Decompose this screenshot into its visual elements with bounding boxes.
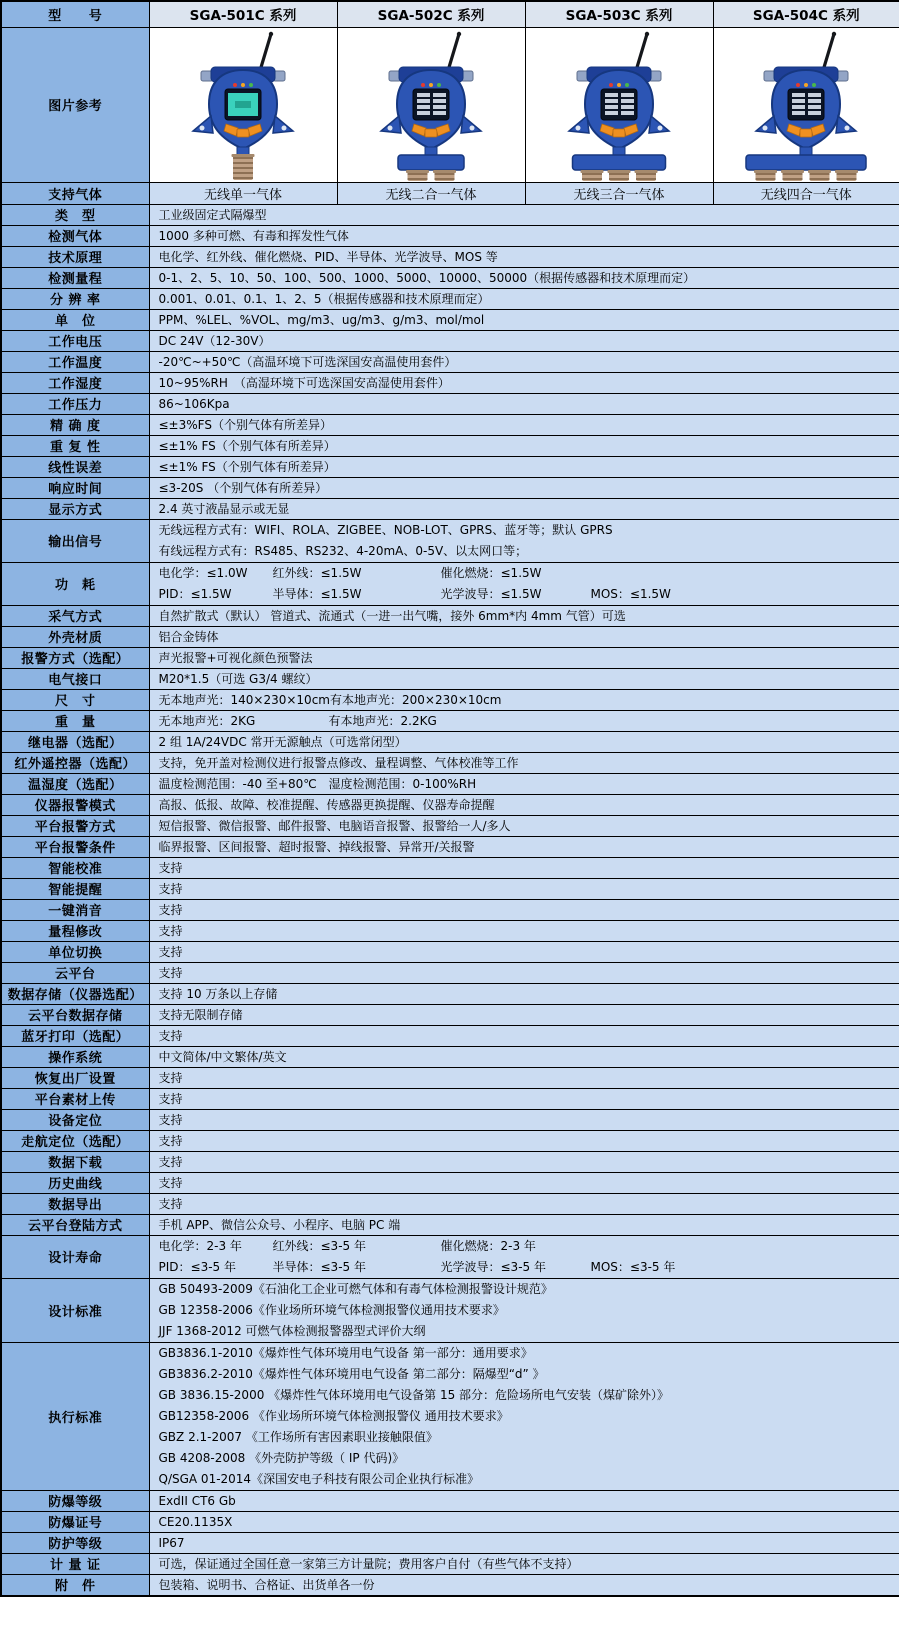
- spec-label: 输出信号: [1, 519, 149, 562]
- spec-row: [1, 1109, 899, 1130]
- spec-label: 平台报警方式: [1, 815, 149, 836]
- spec-label: 仪器报警模式: [1, 794, 149, 815]
- spec-row: [1, 1278, 899, 1342]
- spec-value-line: GB3836.1-2010《爆炸性气体环境用电气设备 第一部分：通用要求》: [158, 1345, 533, 1360]
- spec-row: [1, 1025, 899, 1046]
- spec-value: 包装箱、说明书、合格证、出货单各一份: [149, 1574, 899, 1596]
- spec-value: [149, 689, 899, 710]
- spec-value: DC 24V（12-30V）: [149, 330, 899, 351]
- spec-label: 附 件: [1, 1574, 149, 1596]
- spec-value: 0.001、0.01、0.1、1、2、5（根据传感器和技术原理而定）: [149, 288, 899, 309]
- spec-row: [1, 962, 899, 983]
- spec-row: [1, 878, 899, 899]
- gas-row: [1, 182, 899, 204]
- spec-grid-cell: 半导体：≤1.5W: [272, 586, 362, 601]
- spec-grid-cell: 红外线：≤3-5 年: [272, 1238, 366, 1253]
- spec-row: [1, 836, 899, 857]
- product-image-cell: [525, 27, 713, 182]
- spec-label: 云平台数据存储: [1, 1004, 149, 1025]
- spec-value: ≤±1% FS（个别气体有所差异）: [149, 435, 899, 456]
- spec-row: [1, 309, 899, 330]
- spec-row: [1, 1046, 899, 1067]
- spec-value-line: GBZ 2.1-2007 《工作场所有害因素职业接触限值》: [158, 1429, 438, 1444]
- spec-value: 2 组 1A/24VDC 常开无源触点（可选常闭型）: [149, 731, 899, 752]
- spec-value-grid-line: [159, 563, 891, 584]
- spec-row: [1, 1553, 899, 1574]
- spec-row: [1, 477, 899, 498]
- spec-label: 数据存储（仪器选配）: [1, 983, 149, 1004]
- spec-label: 功 耗: [1, 562, 149, 605]
- spec-label: 工作电压: [1, 330, 149, 351]
- model-name: SGA-503C 系列: [525, 1, 713, 27]
- spec-row: [1, 246, 899, 267]
- spec-label: 设计标准: [1, 1278, 149, 1342]
- spec-row: [1, 1130, 899, 1151]
- spec-row: [1, 710, 899, 731]
- spec-label: 报警方式（选配）: [1, 647, 149, 668]
- spec-row: [1, 498, 899, 519]
- spec-value-line: 无线远程方式有：WIFI、ROLA、ZIGBEE、NOB-LOT、GPRS、蓝牙等；默认 GPRS: [158, 522, 613, 537]
- spec-value-line: GB3836.2-2010《爆炸性气体环境用电气设备 第二部分：隔爆型“d” 》: [158, 1366, 545, 1381]
- spec-value: 支持: [149, 1088, 899, 1109]
- spec-value: M20*1.5（可选 G3/4 螺纹）: [149, 668, 899, 689]
- spec-row: [1, 1067, 899, 1088]
- spec-label: 电气接口: [1, 668, 149, 689]
- spec-value-line: Q/SGA 01-2014《深国安电子科技有限公司企业执行标准》: [158, 1471, 480, 1486]
- spec-row: [1, 689, 899, 710]
- spec-row: [1, 204, 899, 225]
- spec-value-grid-line: [159, 1236, 891, 1257]
- spec-value: 支持: [149, 899, 899, 920]
- spec-row: [1, 794, 899, 815]
- spec-row: [1, 752, 899, 773]
- spec-label: 精 确 度: [1, 414, 149, 435]
- spec-row: [1, 372, 899, 393]
- spec-label: 智能提醒: [1, 878, 149, 899]
- spec-label: 防爆等级: [1, 1490, 149, 1511]
- spec-value-grid-line: [159, 584, 891, 605]
- spec-value: IP67: [149, 1532, 899, 1553]
- spec-row: [1, 351, 899, 372]
- spec-value: 支持: [149, 857, 899, 878]
- spec-row: [1, 435, 899, 456]
- spec-label: 云平台登陆方式: [1, 1214, 149, 1235]
- gas-detector-illustration: [155, 30, 331, 182]
- spec-label: 操作系统: [1, 1046, 149, 1067]
- gas-detector-illustration: [531, 30, 707, 182]
- spec-label: 显示方式: [1, 498, 149, 519]
- spec-value: 2.4 英寸液晶显示或无显: [149, 498, 899, 519]
- spec-label: 历史曲线: [1, 1172, 149, 1193]
- spec-grid-cell: 催化燃烧：2-3 年: [440, 1238, 536, 1253]
- spec-row: [1, 920, 899, 941]
- spec-row: [1, 815, 899, 836]
- spec-row: [1, 330, 899, 351]
- spec-value: 86~106Kpa: [149, 393, 899, 414]
- spec-value: 1000 多种可燃、有毒和挥发性气体: [149, 225, 899, 246]
- spec-grid-cell: 电化学：2-3 年: [158, 1238, 242, 1253]
- spec-label: 云平台: [1, 962, 149, 983]
- model-header-label: 型 号: [1, 1, 149, 27]
- spec-value-segment: 有本地声光：200×230×10cm: [329, 692, 502, 707]
- spec-row: [1, 731, 899, 752]
- model-name: SGA-502C 系列: [337, 1, 525, 27]
- spec-label: 继电器（选配）: [1, 731, 149, 752]
- spec-grid-cell: PID：≤3-5 年: [158, 1259, 236, 1274]
- spec-value: [149, 710, 899, 731]
- spec-label: 执行标准: [1, 1342, 149, 1490]
- spec-label: 检测量程: [1, 267, 149, 288]
- spec-value: [149, 1278, 899, 1342]
- spec-value-line: 有线远程方式有：RS485、RS232、4-20mA、0-5V、以太网口等；: [158, 543, 528, 558]
- spec-label: 采气方式: [1, 605, 149, 626]
- product-image-cell: [149, 27, 337, 182]
- spec-row: [1, 1532, 899, 1553]
- spec-value: 支持: [149, 878, 899, 899]
- spec-value-segment: 有本地声光：2.2KG: [328, 713, 437, 728]
- spec-label: 类 型: [1, 204, 149, 225]
- spec-value: 支持: [149, 1109, 899, 1130]
- spec-row: [1, 941, 899, 962]
- spec-label: 设备定位: [1, 1109, 149, 1130]
- spec-value: 支持: [149, 1151, 899, 1172]
- spec-value: 10~95%RH （高湿环境下可选深国安高湿使用套件）: [149, 372, 899, 393]
- spec-row: [1, 1172, 899, 1193]
- spec-label: 一键消音: [1, 899, 149, 920]
- spec-row: [1, 1193, 899, 1214]
- spec-value: ≤±1% FS（个别气体有所差异）: [149, 456, 899, 477]
- spec-label: 重 复 性: [1, 435, 149, 456]
- spec-label: 工作湿度: [1, 372, 149, 393]
- spec-value: ExdII CT6 Gb: [149, 1490, 899, 1511]
- spec-row: [1, 1342, 899, 1490]
- spec-row: [1, 1088, 899, 1109]
- spec-row: [1, 773, 899, 794]
- image-row: [1, 27, 899, 182]
- spec-row: [1, 414, 899, 435]
- spec-grid-cell: 光学波导：≤1.5W: [440, 586, 542, 601]
- spec-label: 走航定位（选配）: [1, 1130, 149, 1151]
- spec-value-grid-line: [159, 1257, 891, 1278]
- spec-label: 单位切换: [1, 941, 149, 962]
- gas-detector-illustration: [343, 30, 519, 182]
- spec-grid-cell: PID：≤1.5W: [158, 586, 232, 601]
- spec-label: 单 位: [1, 309, 149, 330]
- spec-value: 支持，免开盖对检测仪进行报警点修改、量程调整、气体校准等工作: [149, 752, 899, 773]
- gas-type: 无线二合一气体: [337, 182, 525, 204]
- spec-row: [1, 519, 899, 562]
- spec-label: 线性误差: [1, 456, 149, 477]
- spec-value-line: GB 50493-2009《石油化工企业可燃气体和有毒气体检测报警设计规范》: [158, 1281, 553, 1296]
- spec-value: 支持: [149, 1172, 899, 1193]
- spec-grid-cell: 半导体：≤3-5 年: [272, 1259, 366, 1274]
- spec-label: 重 量: [1, 710, 149, 731]
- spec-value-segment: 温度检测范围：-40 至+80℃: [158, 776, 317, 791]
- spec-row: [1, 1490, 899, 1511]
- spec-label: 红外遥控器（选配）: [1, 752, 149, 773]
- spec-value: [149, 1342, 899, 1490]
- spec-value-segment: 无本地声光：140×230×10cm: [158, 692, 330, 707]
- spec-value: PPM、%LEL、%VOL、mg/m3、ug/m3、g/m3、mol/mol: [149, 309, 899, 330]
- spec-value: 高报、低报、故障、校准提醒、传感器更换提醒、仪器寿命提醒: [149, 794, 899, 815]
- spec-value: 声光报警+可视化颜色预警法: [149, 647, 899, 668]
- spec-value: 支持: [149, 1067, 899, 1088]
- spec-value-line: JJF 1368-2012 可燃气体检测报警器型式评价大纲: [158, 1323, 426, 1338]
- spec-row: [1, 288, 899, 309]
- spec-value: [149, 562, 899, 605]
- spec-value: 自然扩散式（默认） 管道式、流通式（一进一出气嘴，接外 6mm*内 4mm 气管）可选: [149, 605, 899, 626]
- spec-value: [149, 1235, 899, 1278]
- spec-grid-cell: [591, 1236, 891, 1257]
- spec-row: [1, 1511, 899, 1532]
- spec-value: 电化学、红外线、催化燃烧、PID、半导体、光学波导、MOS 等: [149, 246, 899, 267]
- spec-value: 支持: [149, 1025, 899, 1046]
- spec-label: 防护等级: [1, 1532, 149, 1553]
- spec-value: 支持: [149, 962, 899, 983]
- spec-row: [1, 626, 899, 647]
- spec-value-line: GB 3836.15-2000 《爆炸性气体环境用电气设备第 15 部分：危险场所电气安装（煤矿除外）》: [158, 1387, 670, 1402]
- spec-label: 蓝牙打印（选配）: [1, 1025, 149, 1046]
- spec-value: 支持: [149, 941, 899, 962]
- spec-label: 尺 寸: [1, 689, 149, 710]
- spec-grid-cell: 电化学：≤1.0W: [158, 565, 248, 580]
- spec-row: [1, 1235, 899, 1278]
- spec-value-line: GB 12358-2006《作业场所环境气体检测报警仪通用技术要求》: [158, 1302, 505, 1317]
- spec-grid-cell: 红外线：≤1.5W: [272, 565, 362, 580]
- spec-row: [1, 647, 899, 668]
- spec-value: 临界报警、区间报警、超时报警、掉线报警、异常开/关报警: [149, 836, 899, 857]
- spec-label: 工作压力: [1, 393, 149, 414]
- product-image-cell: [713, 27, 899, 182]
- spec-value: [149, 773, 899, 794]
- spec-value: 支持: [149, 1130, 899, 1151]
- spec-label: 恢复出厂设置: [1, 1067, 149, 1088]
- spec-label: 技术原理: [1, 246, 149, 267]
- spec-value: 手机 APP、微信公众号、小程序、电脑 PC 端: [149, 1214, 899, 1235]
- spec-value-line: GB 4208-2008 《外壳防护等级（ IP 代码)》: [158, 1450, 405, 1465]
- spec-value: ≤3-20S （个别气体有所差异）: [149, 477, 899, 498]
- spec-label: 响应时间: [1, 477, 149, 498]
- spec-label: 计 量 证: [1, 1553, 149, 1574]
- gas-type: 无线四合一气体: [713, 182, 899, 204]
- spec-grid-cell: [591, 563, 891, 584]
- image-row-label: 图片参考: [1, 27, 149, 182]
- spec-label: 检测气体: [1, 225, 149, 246]
- product-image-cell: [337, 27, 525, 182]
- spec-row: [1, 983, 899, 1004]
- gas-type: 无线单一气体: [149, 182, 337, 204]
- spec-value: CE20.1135X: [149, 1511, 899, 1532]
- spec-row: [1, 899, 899, 920]
- spec-label: 数据导出: [1, 1193, 149, 1214]
- spec-row: [1, 1574, 899, 1596]
- spec-row: [1, 225, 899, 246]
- spec-row: [1, 1214, 899, 1235]
- spec-label: 量程修改: [1, 920, 149, 941]
- spec-value: -20℃~+50℃（高温环境下可选深国安高温使用套件）: [149, 351, 899, 372]
- spec-value-line: GB12358-2006 《作业场所环境气体检测报警仪 通用技术要求》: [158, 1408, 509, 1423]
- gas-row-label: 支持气体: [1, 182, 149, 204]
- spec-row: [1, 1151, 899, 1172]
- spec-grid-cell: MOS：≤3-5 年: [590, 1259, 676, 1274]
- spec-grid-cell: 催化燃烧：≤1.5W: [440, 565, 542, 580]
- spec-value: 可选，保证通过全国任意一家第三方计量院；费用客户自付（有些气体不支持）: [149, 1553, 899, 1574]
- spec-label: 温湿度（选配）: [1, 773, 149, 794]
- spec-value-segment: 无本地声光：2KG: [158, 713, 256, 728]
- gas-type: 无线三合一气体: [525, 182, 713, 204]
- spec-value: ≤±3%FS（个别气体有所差异）: [149, 414, 899, 435]
- spec-value: 铝合金铸体: [149, 626, 899, 647]
- spec-value: 支持: [149, 1193, 899, 1214]
- spec-row: [1, 456, 899, 477]
- header-row: [1, 1, 899, 27]
- gas-detector-illustration: [718, 30, 894, 182]
- spec-label: 外壳材质: [1, 626, 149, 647]
- spec-grid-cell: MOS：≤1.5W: [590, 586, 671, 601]
- spec-row: [1, 393, 899, 414]
- spec-value-segment: 湿度检测范围：0-100%RH: [328, 776, 477, 791]
- spec-label: 防爆证号: [1, 1511, 149, 1532]
- spec-label: 平台报警条件: [1, 836, 149, 857]
- spec-grid-cell: 光学波导：≤3-5 年: [440, 1259, 546, 1274]
- spec-value: 支持无限制存储: [149, 1004, 899, 1025]
- spec-row: [1, 1004, 899, 1025]
- spec-value: 支持 10 万条以上存储: [149, 983, 899, 1004]
- spec-label: 智能校准: [1, 857, 149, 878]
- model-name: SGA-501C 系列: [149, 1, 337, 27]
- spec-value: 短信报警、微信报警、邮件报警、电脑语音报警、报警给一人/多人: [149, 815, 899, 836]
- spec-row: [1, 562, 899, 605]
- spec-label: 工作温度: [1, 351, 149, 372]
- spec-label: 设计寿命: [1, 1235, 149, 1278]
- spec-value: 中文简体/中文繁体/英文: [149, 1046, 899, 1067]
- spec-label: 数据下载: [1, 1151, 149, 1172]
- spec-value: 支持: [149, 920, 899, 941]
- spec-row: [1, 857, 899, 878]
- spec-value: [149, 519, 899, 562]
- spec-label: 分 辨 率: [1, 288, 149, 309]
- spec-value: 0-1、2、5、10、50、100、500、1000、5000、10000、50000（根据传感器和技术原理而定）: [149, 267, 899, 288]
- model-name: SGA-504C 系列: [713, 1, 899, 27]
- spec-value: 工业级固定式隔爆型: [149, 204, 899, 225]
- spec-label: 平台素材上传: [1, 1088, 149, 1109]
- spec-row: [1, 267, 899, 288]
- spec-row: [1, 668, 899, 689]
- spec-row: [1, 605, 899, 626]
